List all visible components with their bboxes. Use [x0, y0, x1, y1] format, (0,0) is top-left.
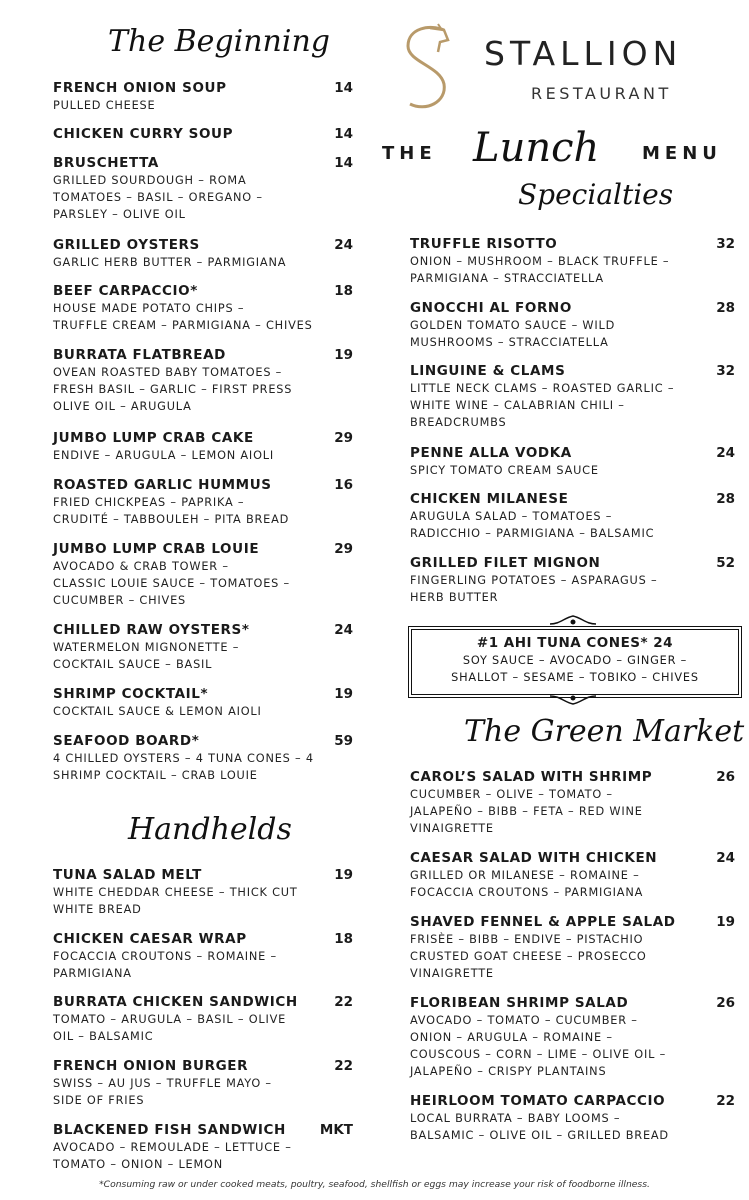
menu-item-price: 14 — [334, 80, 353, 96]
menu-item-description: FINGERLING POTATOES – ASPARAGUS – HERB BUTTER — [410, 574, 658, 604]
menu-item-name: BLACKENED FISH SANDWICH — [53, 1122, 286, 1138]
menu-item — [410, 236, 735, 287]
menu-item-price: 24 — [334, 622, 353, 638]
menu-item — [53, 1058, 353, 1109]
menu-item-description: GRILLED SOURDOUGH – ROMA TOMATOES – BASIL – OREGANO – PARSLEY – OLIVE OIL — [53, 174, 263, 221]
menu-item-price: 22 — [334, 994, 353, 1010]
menu-item-price: 19 — [334, 347, 353, 363]
menu-item — [53, 1122, 353, 1173]
menu-item-price: 52 — [716, 555, 735, 571]
menu-item-description: ARUGULA SALAD – TOMATOES – RADICCHIO – PARMIGIANA – BALSAMIC — [410, 510, 655, 540]
menu-item-name: HEIRLOOM TOMATO CARPACCIO — [410, 1093, 666, 1109]
section-title-specialties: Specialties — [518, 178, 674, 211]
menu-item — [410, 769, 735, 837]
menu-item — [53, 430, 353, 464]
menu-item-name: TUNA SALAD MELT — [53, 867, 202, 883]
lunch-the: THE — [382, 143, 437, 164]
menu-item-description: HOUSE MADE POTATO CHIPS – TRUFFLE CREAM – PARMIGIANA – CHIVES — [53, 302, 313, 332]
menu-item-price: 19 — [334, 686, 353, 702]
menu-item-name: SHRIMP COCKTAIL* — [53, 686, 209, 702]
menu-item — [53, 347, 353, 415]
menu-item-description: FOCACCIA CROUTONS – ROMAINE – PARMIGIANA — [53, 950, 277, 980]
menu-item-price: 26 — [716, 995, 735, 1011]
menu-item-price: 24 — [334, 237, 353, 253]
menu-item — [53, 867, 353, 918]
menu-item-name: CHICKEN CAESAR WRAP — [53, 931, 247, 947]
menu-item-price: 22 — [334, 1058, 353, 1074]
tuna-cones-desc: SOY SAUCE – AVOCADO – GINGER – SHALLOT – SESAME – TOBIKO – CHIVES — [451, 654, 699, 684]
menu-item — [410, 850, 735, 901]
menu-item — [53, 622, 353, 673]
menu-item-price: 32 — [716, 363, 735, 379]
menu-item-name: JUMBO LUMP CRAB CAKE — [53, 430, 254, 446]
menu-item — [53, 126, 353, 143]
section-title-beginning: The Beginning — [108, 24, 330, 59]
menu-item-price: 29 — [334, 430, 353, 446]
menu-item-description: SPICY TOMATO CREAM SAUCE — [410, 464, 599, 477]
menu-item — [410, 555, 735, 606]
ornament-top-icon — [548, 614, 598, 628]
menu-item-description: ONION – MUSHROOM – BLACK TRUFFLE – PARMIGIANA – STRACCIATELLA — [410, 255, 670, 285]
menu-item-description: COCKTAIL SAUCE & LEMON AIOLI — [53, 705, 262, 718]
menu-item — [410, 363, 735, 431]
menu-item-name: PENNE ALLA VODKA — [410, 445, 572, 461]
menu-item-name: JUMBO LUMP CRAB LOUIE — [53, 541, 260, 557]
menu-item — [410, 914, 735, 982]
menu-item-description: TOMATO – ARUGULA – BASIL – OLIVE OIL – BALSAMIC — [53, 1013, 287, 1043]
menu-item-price: 26 — [716, 769, 735, 785]
menu-item-price: 32 — [716, 236, 735, 252]
menu-item-price: MKT — [319, 1122, 353, 1138]
menu-item-description: WHITE CHEDDAR CHEESE – THICK CUT WHITE BREAD — [53, 886, 298, 916]
menu-item-price: 19 — [716, 914, 735, 930]
footer-disclaimer — [0, 1178, 749, 1192]
menu-item-price: 18 — [334, 283, 353, 299]
menu-item — [410, 300, 735, 351]
menu-item-description: LOCAL BURRATA – BABY LOOMS – BALSAMIC – OLIVE OIL – GRILLED BREAD — [410, 1112, 669, 1142]
menu-item-description: SWISS – AU JUS – TRUFFLE MAYO – SIDE OF FRIES — [53, 1077, 272, 1107]
menu-item-description: LITTLE NECK CLAMS – ROASTED GARLIC – WHITE WINE – CALABRIAN CHILI – BREADCRUMBS — [410, 382, 675, 429]
menu-item-name: GRILLED OYSTERS — [53, 237, 200, 253]
lunch-script: Lunch — [473, 125, 600, 171]
ornament-bottom-icon — [548, 692, 598, 706]
menu-item-price: 14 — [334, 155, 353, 171]
menu-item-price: 16 — [334, 477, 353, 493]
menu-item-name: FLORIBEAN SHRIMP SALAD — [410, 995, 629, 1011]
menu-item-name: LINGUINE & CLAMS — [410, 363, 566, 379]
menu-item — [53, 80, 353, 114]
menu-item-description: GOLDEN TOMATO SAUCE – WILD MUSHROOMS – STRACCIATELLA — [410, 319, 616, 349]
menu-item-name: FRENCH ONION BURGER — [53, 1058, 249, 1074]
menu-item-name: TRUFFLE RISOTTO — [410, 236, 558, 252]
lunch-menu: MENU — [642, 143, 722, 164]
stallion-horse-s-logo-icon — [400, 22, 460, 112]
menu-item-description: CUCUMBER – OLIVE – TOMATO – JALAPEÑO – BIBB – FETA – RED WINE VINAIGRETTE — [410, 788, 643, 835]
menu-item-name: BEEF CARPACCIO* — [53, 283, 198, 299]
menu-item-price: 24 — [716, 850, 735, 866]
menu-item — [410, 995, 735, 1080]
menu-item — [410, 491, 735, 542]
menu-item — [53, 477, 353, 528]
lunch-heading — [380, 125, 740, 175]
menu-item — [53, 541, 353, 609]
menu-item-price: 19 — [334, 867, 353, 883]
menu-item-name: BURRATA FLATBREAD — [53, 347, 226, 363]
menu-item-name: ROASTED GARLIC HUMMUS — [53, 477, 272, 493]
menu-item-price: 28 — [716, 300, 735, 316]
menu-item — [410, 445, 735, 479]
menu-item-name: FRENCH ONION SOUP — [53, 80, 227, 96]
menu-item — [53, 283, 353, 334]
menu-item-name: CAROL’S SALAD WITH SHRIMP — [410, 769, 653, 785]
brand-subtitle: RESTAURANT — [531, 84, 672, 103]
menu-item-description: FRIED CHICKPEAS – PAPRIKA – CRUDITÉ – TABBOULEH – PITA BREAD — [53, 496, 290, 526]
menu-item-price: 18 — [334, 931, 353, 947]
menu-item — [53, 994, 353, 1045]
brand-name: STALLION — [484, 34, 683, 73]
menu-item-description: AVOCADO – TOMATO – CUCUMBER – ONION – ARUGULA – ROMAINE – COUSCOUS – CORN – LIME – OLIVE OIL – JALAPEÑO – CRISPY PLANTAINS — [410, 1014, 667, 1078]
menu-item-price: 24 — [716, 445, 735, 461]
menu-item-name: BRUSCHETTA — [53, 155, 159, 171]
menu-item-description: OVEAN ROASTED BABY TOMATOES – FRESH BASIL – GARLIC – FIRST PRESS OLIVE OIL – ARUGULA — [53, 366, 293, 413]
menu-item-name: GNOCCHI AL FORNO — [410, 300, 572, 316]
menu-item-price: 14 — [334, 126, 353, 142]
menu-item-description: ENDIVE – ARUGULA – LEMON AIOLI — [53, 449, 274, 462]
footer-line-1: *Consuming raw or under cooked meats, poultry, seafood, shellfish or eggs may increase your risk of foodborne illness. — [99, 1179, 650, 1190]
menu-item-name: GRILLED FILET MIGNON — [410, 555, 601, 571]
menu-item-name: CHICKEN MILANESE — [410, 491, 569, 507]
menu-item — [53, 237, 353, 271]
menu-item-description: 4 CHILLED OYSTERS – 4 TUNA CONES – 4 SHRIMP COCKTAIL – CRAB LOUIE — [53, 752, 314, 782]
menu-item-name: CHILLED RAW OYSTERS* — [53, 622, 250, 638]
brand-logo — [400, 22, 740, 112]
menu-item-name: SEAFOOD BOARD* — [53, 733, 200, 749]
menu-item-price: 29 — [334, 541, 353, 557]
menu-item-description: FRISÈE – BIBB – ENDIVE – PISTACHIO CRUSTED GOAT CHEESE – PROSECCO VINAIGRETTE — [410, 933, 647, 980]
section-title-handhelds: Handhelds — [128, 812, 292, 847]
menu-item-description: AVOCADO – REMOULADE – LETTUCE – TOMATO – ONION – LEMON — [53, 1141, 292, 1171]
menu-item-description: AVOCADO & CRAB TOWER – CLASSIC LOUIE SAUCE – TOMATOES – CUCUMBER – CHIVES — [53, 560, 290, 607]
menu-item — [53, 931, 353, 982]
menu-item-description: PULLED CHEESE — [53, 99, 156, 112]
menu-item-price: 22 — [716, 1093, 735, 1109]
menu-item — [410, 1093, 735, 1144]
menu-item-description: WATERMELON MIGNONETTE – COCKTAIL SAUCE – BASIL — [53, 641, 240, 671]
menu-item-name: CHICKEN CURRY SOUP — [53, 126, 234, 142]
menu-item — [53, 686, 353, 720]
menu-item — [53, 155, 353, 223]
menu-item-price: 59 — [334, 733, 353, 749]
tuna-cones-title: #1 AHI TUNA CONES* 24 — [476, 635, 674, 651]
menu-item-price: 28 — [716, 491, 735, 507]
menu-item — [53, 733, 353, 784]
menu-item-description: GARLIC HERB BUTTER – PARMIGIANA — [53, 256, 287, 269]
menu-item-name: BURRATA CHICKEN SANDWICH — [53, 994, 298, 1010]
tuna-cones-box — [411, 629, 739, 695]
menu-item-description: GRILLED OR MILANESE – ROMAINE – FOCACCIA CROUTONS – PARMIGIANA — [410, 869, 644, 899]
section-title-green-market: The Green Market — [464, 714, 745, 749]
menu-item-name: CAESAR SALAD WITH CHICKEN — [410, 850, 658, 866]
menu-item-name: SHAVED FENNEL & APPLE SALAD — [410, 914, 676, 930]
